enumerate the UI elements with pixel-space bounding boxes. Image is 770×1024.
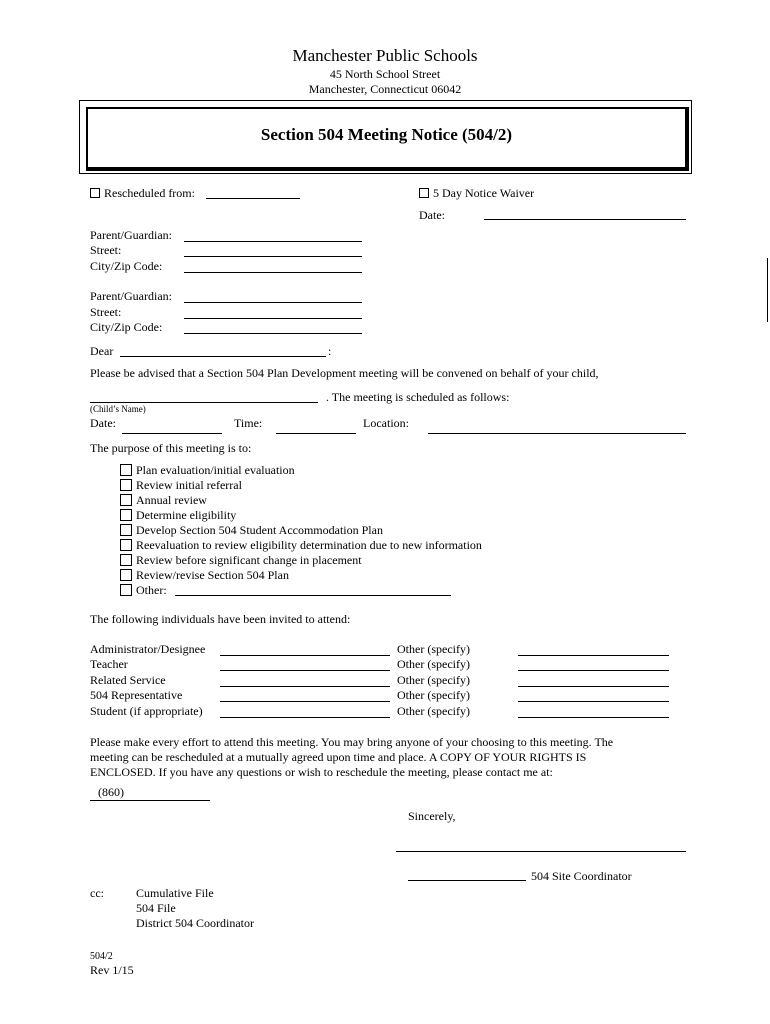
closing-line-3: ENCLOSED. If you have any questions or wish to reschedule the meeting, please contact me at: [90, 765, 553, 779]
invitee-field[interactable] [220, 717, 390, 718]
coordinator-name-field[interactable] [408, 880, 526, 881]
dear-label: Dear [90, 344, 114, 358]
invitee-field[interactable] [220, 670, 390, 671]
page-edge-mark [767, 258, 768, 322]
purpose-checkbox[interactable] [120, 584, 132, 596]
rescheduled-row [90, 186, 195, 201]
cityzip1-label: City/Zip Code: [90, 259, 163, 273]
waiver-label: 5 Day Notice Waiver [433, 186, 535, 200]
purpose-item: Annual review [136, 493, 207, 507]
form-code: 504/2 [90, 951, 113, 962]
meeting-time-field[interactable] [276, 433, 356, 434]
child-name-field[interactable] [90, 402, 318, 403]
cc-label: cc: [90, 886, 104, 900]
phone-prefix: (860) [98, 785, 124, 799]
sincerely-text: Sincerely, [408, 809, 456, 823]
title-box-inner [86, 107, 689, 171]
purpose-checkbox[interactable] [120, 494, 132, 506]
revision-label: Rev 1/15 [90, 963, 134, 977]
other-specify-field[interactable] [518, 701, 669, 702]
cityzip2-label: City/Zip Code: [90, 320, 163, 334]
purpose-checkbox[interactable] [120, 509, 132, 521]
rescheduled-date-field[interactable] [206, 198, 300, 199]
waiver-row [419, 186, 534, 201]
parent1-label: Parent/Guardian: [90, 228, 172, 242]
other-specify-label: Other (specify) [397, 688, 470, 702]
scheduled-text: . The meeting is scheduled as follows: [326, 390, 510, 404]
other-specify-field[interactable] [518, 655, 669, 656]
purpose-other-field[interactable] [175, 595, 451, 596]
rescheduled-checkbox[interactable] [90, 188, 100, 198]
phone-field[interactable] [90, 800, 210, 801]
invitee-label: Student (if appropriate) [90, 704, 203, 718]
cc-item: Cumulative File [136, 886, 214, 900]
rescheduled-label: Rescheduled from: [104, 186, 195, 200]
purpose-checkbox[interactable] [120, 464, 132, 476]
advise-text: Please be advised that a Section 504 Plan Development meeting will be convened on behalf of your child, [90, 366, 599, 380]
other-specify-label: Other (specify) [397, 704, 470, 718]
street1-field[interactable] [184, 256, 362, 257]
dear-colon: : [328, 344, 332, 358]
signature-field[interactable] [396, 851, 686, 852]
cityzip2-field[interactable] [184, 333, 362, 334]
cityzip1-field[interactable] [184, 272, 362, 273]
street2-label: Street: [90, 305, 122, 319]
purpose-checkbox[interactable] [120, 539, 132, 551]
other-specify-field[interactable] [518, 686, 669, 687]
school-name: Manchester Public Schools [292, 46, 478, 65]
form-title: Section 504 Meeting Notice (504/2) [260, 125, 513, 144]
closing-line-1: Please make every effort to attend this meeting. You may bring anyone of your choosing to this meeting. The [90, 735, 614, 749]
purpose-item: Review before significant change in placement [136, 553, 362, 567]
dear-name-field[interactable] [120, 356, 326, 357]
school-address-line1: 45 North School Street [329, 67, 441, 81]
closing-line-2: meeting can be rescheduled at a mutually agreed upon time and place. A COPY OF YOUR RIGHTS IS [90, 750, 587, 764]
invitee-field[interactable] [220, 655, 390, 656]
invitee-label: Related Service [90, 673, 166, 687]
street1-label: Street: [90, 243, 122, 257]
meeting-location-field[interactable] [428, 433, 686, 434]
purpose-item-other: Other: [136, 583, 167, 597]
purpose-checkbox[interactable] [120, 569, 132, 581]
invitee-label: Teacher [90, 657, 128, 671]
purpose-item: Reevaluation to review eligibility determination due to new information [136, 538, 482, 552]
other-specify-label: Other (specify) [397, 673, 470, 687]
other-specify-field[interactable] [518, 717, 669, 718]
other-specify-label: Other (specify) [397, 657, 470, 671]
parent2-field[interactable] [184, 302, 362, 303]
waiver-date-label: Date: [419, 208, 445, 222]
invitee-field[interactable] [220, 701, 390, 702]
invitee-field[interactable] [220, 686, 390, 687]
meeting-date-field[interactable] [122, 433, 222, 434]
purpose-label: The purpose of this meeting is to: [90, 441, 252, 455]
purpose-checkbox[interactable] [120, 554, 132, 566]
childs-name-caption: (Child’s Name) [90, 404, 146, 414]
meeting-time-label: Time: [234, 416, 263, 430]
purpose-checkbox[interactable] [120, 479, 132, 491]
meeting-location-label: Location: [363, 416, 409, 430]
purpose-item: Review initial referral [136, 478, 242, 492]
waiver-checkbox[interactable] [419, 188, 429, 198]
purpose-item: Review/revise Section 504 Plan [136, 568, 289, 582]
purpose-item: Plan evaluation/initial evaluation [136, 463, 295, 477]
cc-item: District 504 Coordinator [136, 916, 254, 930]
purpose-checkbox[interactable] [120, 524, 132, 536]
cc-item: 504 File [136, 901, 176, 915]
purpose-item: Determine eligibility [136, 508, 237, 522]
invitee-label: 504 Representative [90, 688, 183, 702]
meeting-date-label: Date: [90, 416, 116, 430]
title-box [79, 100, 692, 174]
purpose-item: Develop Section 504 Student Accommodation Plan [136, 523, 383, 537]
invitee-label: Administrator/Designee [90, 642, 206, 656]
other-specify-label: Other (specify) [397, 642, 470, 656]
parent2-label: Parent/Guardian: [90, 289, 172, 303]
school-address-line2: Manchester, Connecticut 06042 [308, 82, 462, 96]
waiver-date-field[interactable] [484, 219, 686, 220]
invited-label: The following individuals have been invited to attend: [90, 612, 351, 626]
coordinator-label: 504 Site Coordinator [531, 869, 632, 883]
parent1-field[interactable] [184, 241, 362, 242]
street2-field[interactable] [184, 318, 362, 319]
other-specify-field[interactable] [518, 670, 669, 671]
